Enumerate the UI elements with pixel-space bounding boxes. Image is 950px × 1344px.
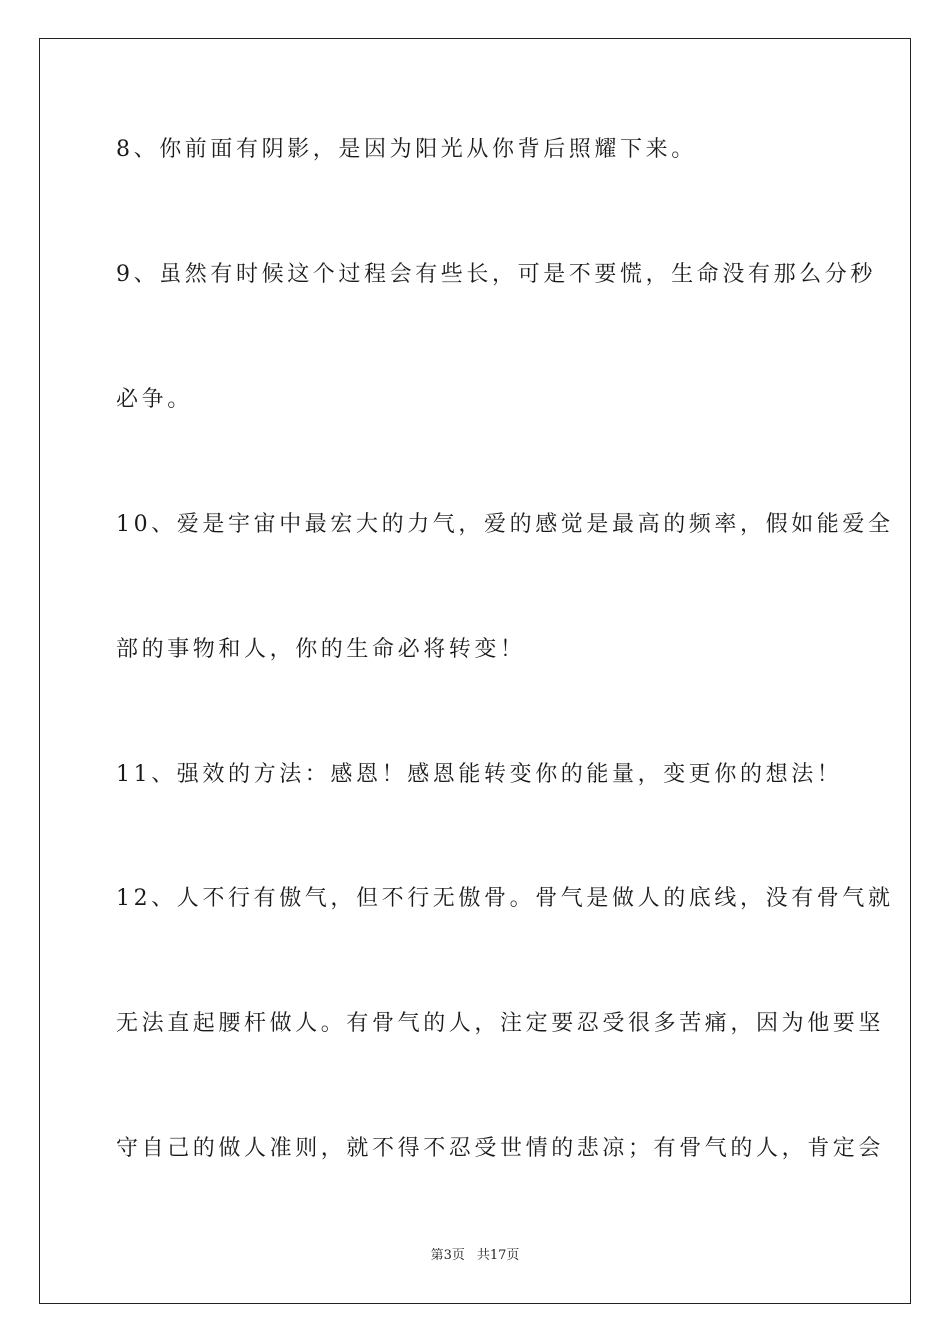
text-line: 8、你前面有阴影，是因为阳光从你背后照耀下来。 [116, 137, 697, 162]
text-line: 必争。 [116, 387, 193, 412]
text-line: 9、虽然有时候这个过程会有些长，可是不要慌，生命没有那么分秒 [116, 262, 876, 287]
text-line: 10、爱是宇宙中最宏大的力气，爱的感觉是最高的频率，假如能爱全 [116, 512, 894, 537]
page-number: 第3页 [430, 1248, 465, 1263]
text-line: 12、人不行有傲气，但不行无傲骨。骨气是做人的底线，没有骨气就 [116, 886, 894, 911]
page-border [39, 38, 911, 1304]
text-line: 守自己的做人准则，就不得不忍受世情的悲凉；有骨气的人，肯定会 [116, 1136, 885, 1161]
text-line: 11、强效的方法：感恩！感恩能转变你的能量，变更你的想法！ [116, 762, 843, 787]
text-line: 部的事物和人，你的生命必将转变！ [116, 637, 526, 662]
page-total: 共17页 [476, 1248, 520, 1263]
page-footer [0, 1247, 950, 1265]
text-line: 无法直起腰杆做人。有骨气的人，注定要忍受很多苦痛，因为他要坚 [116, 1011, 885, 1036]
